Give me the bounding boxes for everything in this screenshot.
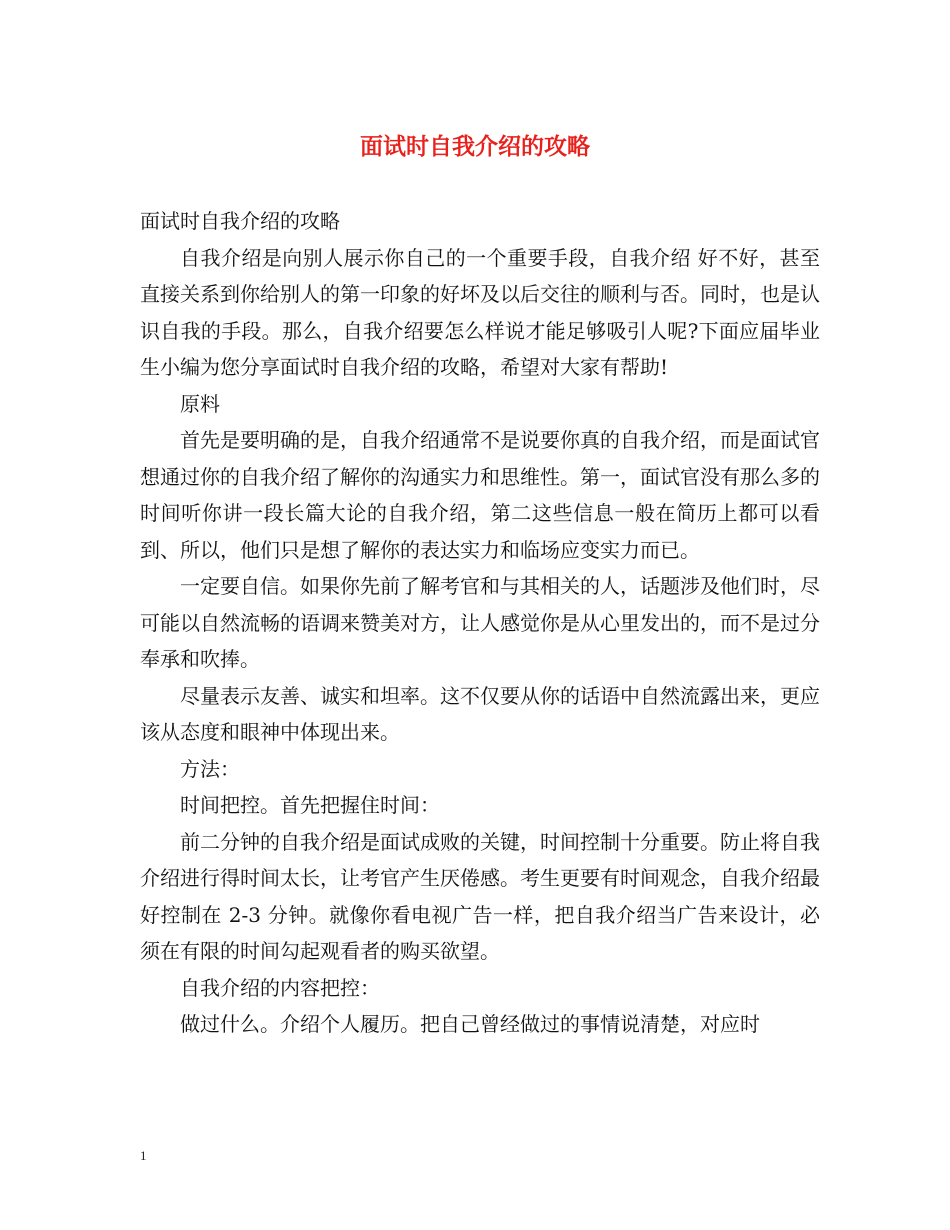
paragraph: 一定要自信。如果你先前了解考官和与其相关的人，话题涉及他们时，尽可能以自然流畅的语调来赞美对方，让人感觉你是从心里发出的，而不是过分奉承和吹捧。 xyxy=(140,574,820,671)
document-title: 面试时自我介绍的攻略 xyxy=(360,133,590,160)
page-number: 1 xyxy=(140,1148,147,1163)
paragraph: 原料 xyxy=(180,391,220,416)
paragraph: 自我介绍是向别人展示你自己的一个重要手段，自我介绍 好不好，甚至直接关系到你给别人的第一印象的好坏及以后交往的顺利与否。同时，也是认识自我的手段。那么，自我介绍要怎么样说才能足够吸引人呢?下面应届毕业生小编为您分享面试时自我介绍的攻略，希望对大家有帮助! xyxy=(140,245,820,379)
paragraph: 尽量表示友善、诚实和坦率。这不仅要从你的话语中自然流露出来，更应该从态度和眼神中体现出来。 xyxy=(140,683,820,744)
paragraph: 方法： xyxy=(180,756,240,781)
paragraph: 时间把控。首先把握住时间： xyxy=(180,793,440,817)
paragraph: 前二分钟的自我介绍是面试成败的关键，时间控制十分重要。防止将自我介绍进行得时间太长，让考官产生厌倦感。考生更要有时间观念，自我介绍最好控制在 2-3 分钟。就像你看电视广告一样，把自我介绍当广告来设计，必须在有限的时间勾起观看者的购买欲望。 xyxy=(140,829,820,963)
paragraph: 自我介绍的内容把控： xyxy=(180,975,380,1000)
paragraph: 面试时自我介绍的攻略 xyxy=(140,209,340,233)
paragraph: 首先是要明确的是，自我介绍通常不是说要你真的自我介绍，而是面试官想通过你的自我介绍了解你的沟通实力和思维性。第一，面试官没有那么多的时间听你讲一段长篇大论的自我介绍，第二这些信息一般在简历上都可以看到、所以，他们只是想了解你的表达实力和临场应变实力而已。 xyxy=(140,428,820,562)
document-body xyxy=(140,203,820,1043)
paragraph: 做过什么。介绍个人履历。把自己曾经做过的事情说清楚，对应时 xyxy=(180,1012,760,1036)
